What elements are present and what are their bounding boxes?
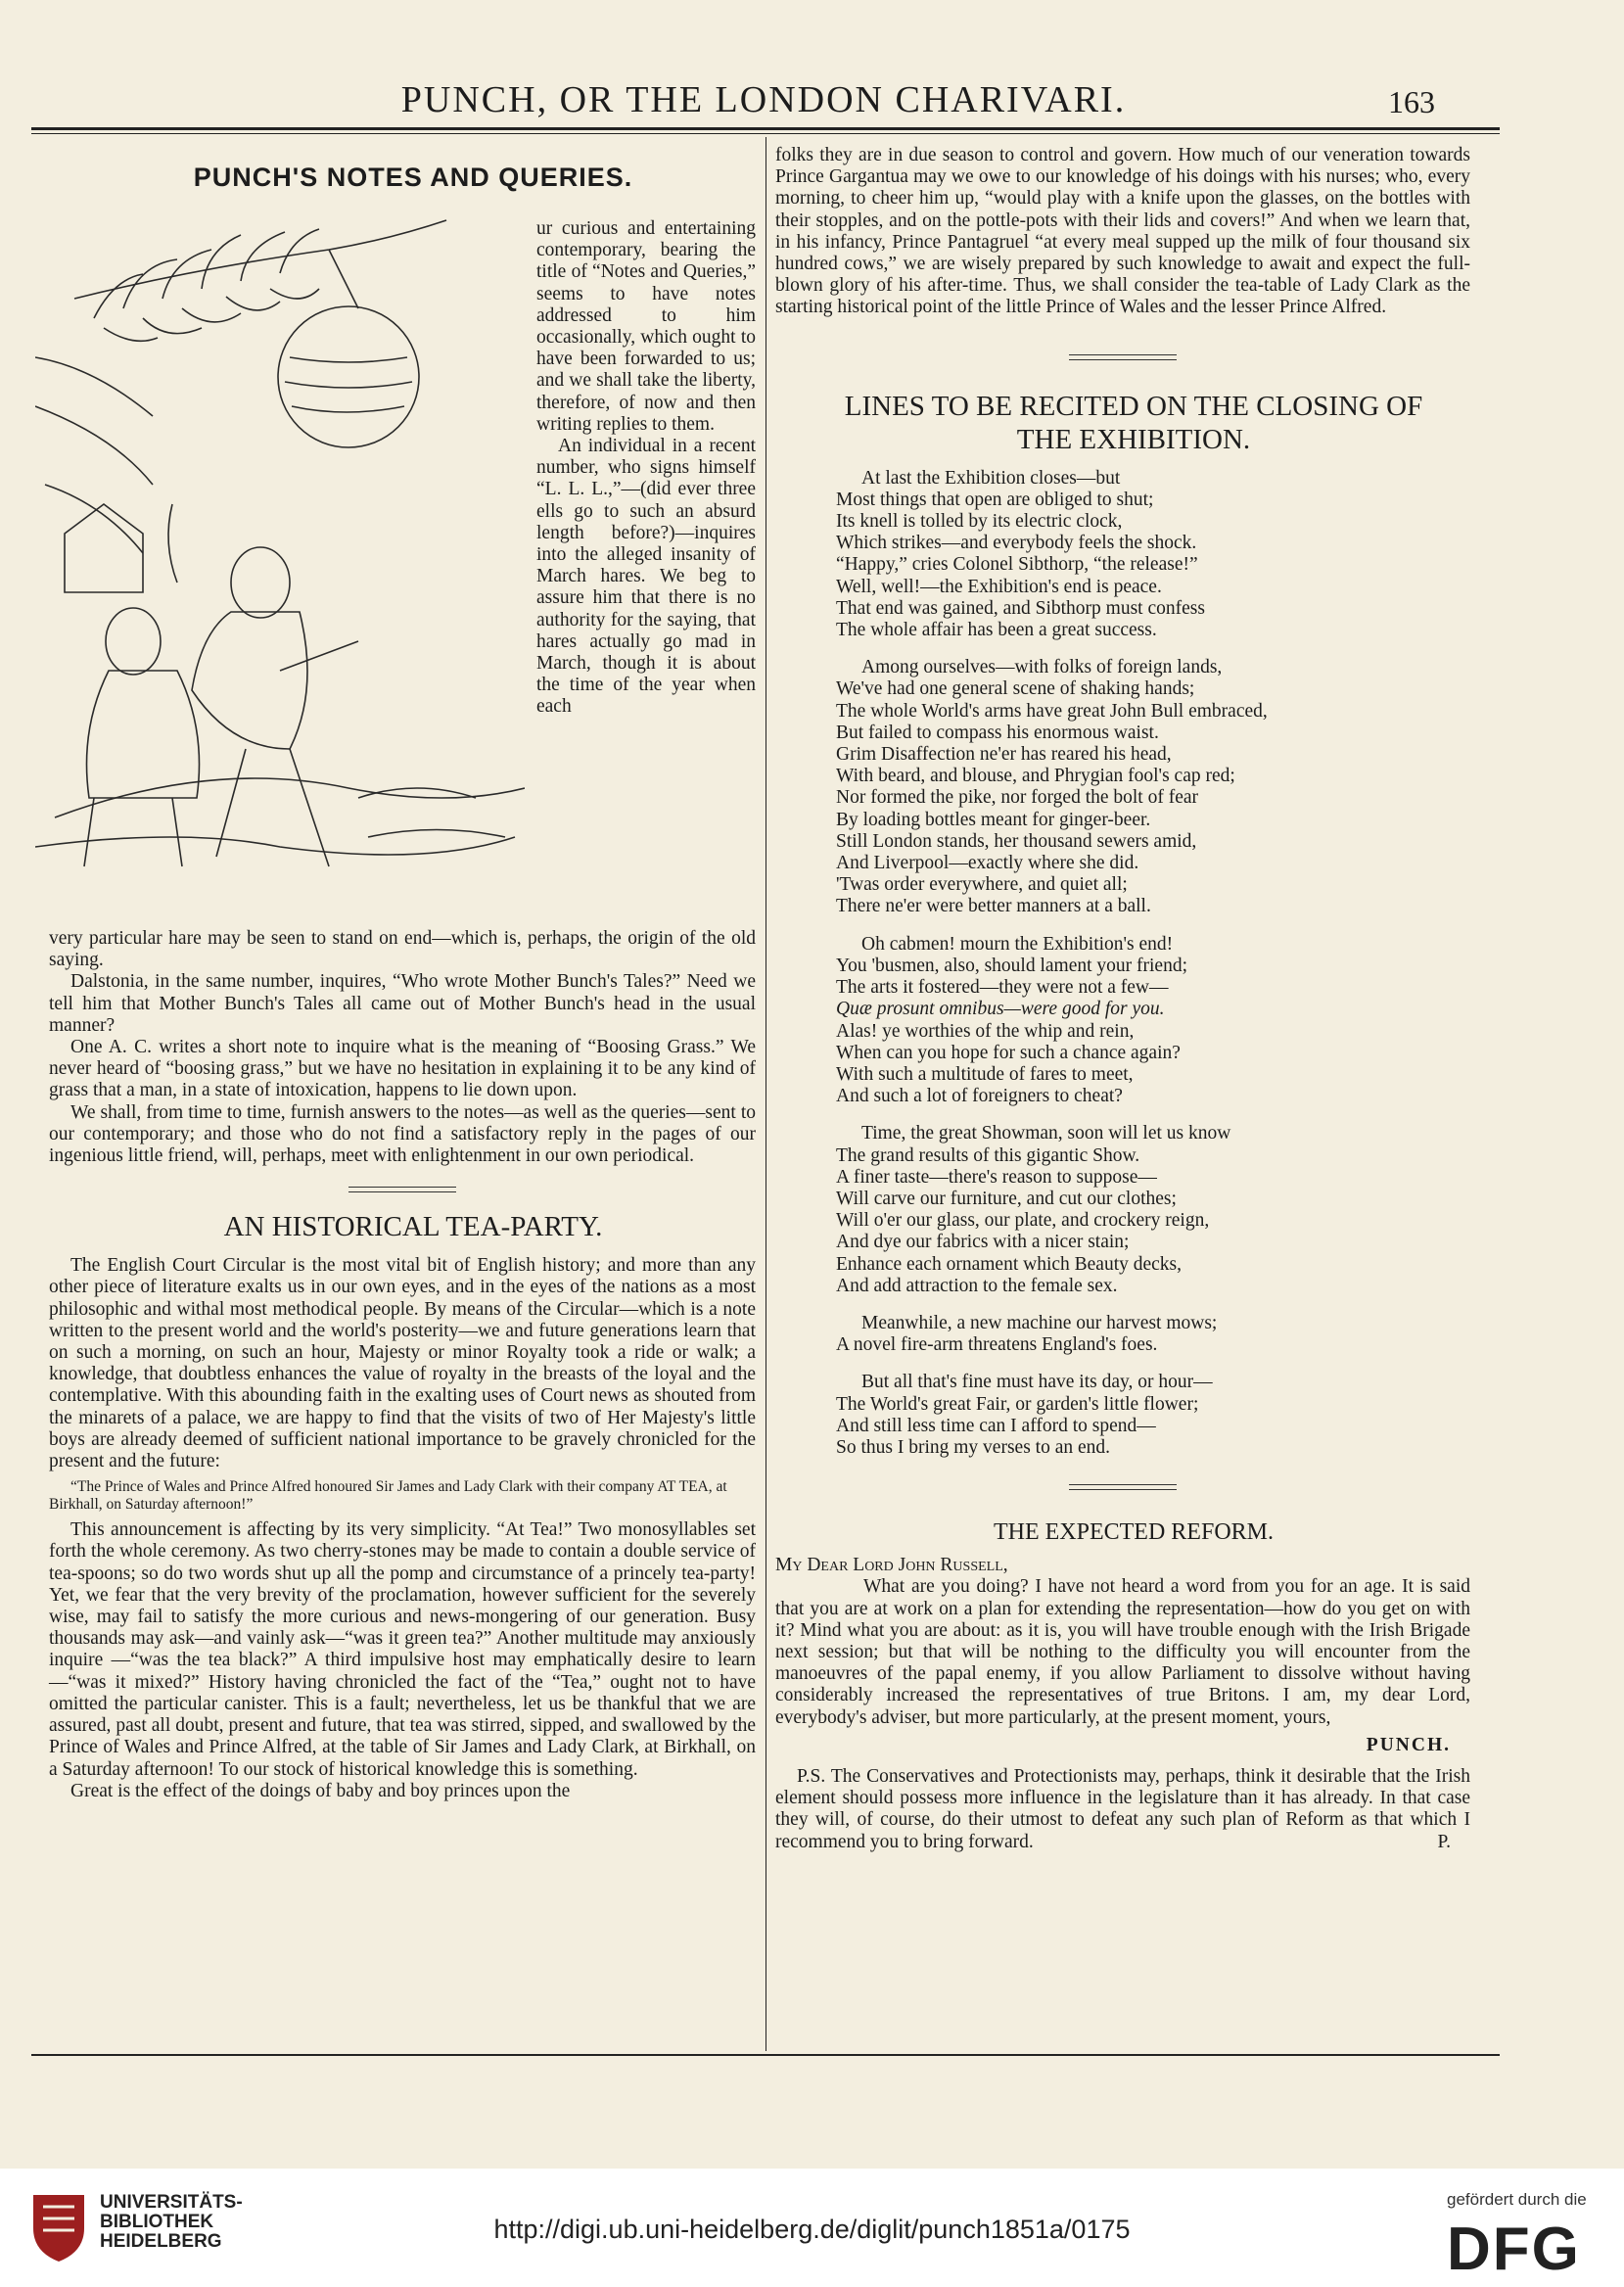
poem-line: And dye our fabrics with a nicer stain; <box>836 1232 1130 1253</box>
reform-ps-signature: P. <box>1437 1831 1451 1852</box>
engraving-illustration <box>35 210 525 915</box>
header-rule <box>31 127 1500 130</box>
poem-line: Grim Disaffection ne'er has reared his head, <box>836 744 1172 766</box>
poem-line: With beard, and blouse, and Phrygian fool's cap red; <box>836 766 1235 787</box>
poem-line: Time, the great Showman, soon will let us know <box>861 1123 1231 1144</box>
poem <box>775 468 1470 1460</box>
page-number: 163 <box>1388 84 1435 119</box>
poem-line: We've had one general scene of shaking hands; <box>836 678 1195 700</box>
lines-heading-2: THE EXHIBITION. <box>1016 423 1251 455</box>
poem-line: You 'busmen, also, should lament your friend; <box>836 955 1188 976</box>
poem-line: Which strikes—and everybody feels the shock. <box>836 533 1197 554</box>
notes-para-6: We shall, from time to time, furnish answers to the notes—as well as the queries—sent to our contemporary; and those who do not find a satisfactory reply in the pages of our ingenious little friend, will, perhaps, meet with enlightenment in our own periodical. <box>49 1101 756 1167</box>
header-rule-thin <box>31 133 1500 134</box>
lines-heading-1: LINES TO BE RECITED ON THE CLOSING OF <box>844 390 1423 422</box>
poem-line: Most things that open are obliged to shut; <box>836 489 1154 510</box>
poem-line: By loading bottles meant for ginger-beer. <box>836 809 1151 830</box>
poem-line: The arts it fostered—they were not a few— <box>836 977 1169 999</box>
poem-line: Oh cabmen! mourn the Exhibition's end! <box>861 933 1174 955</box>
poem-line: Quæ prosunt omnibus—were good for you. <box>836 999 1165 1020</box>
poem-line: The whole World's arms have great John Bull embraced, <box>836 700 1268 722</box>
reform-heading: THE EXPECTED REFORM. <box>993 1519 1274 1546</box>
reform-salutation: My Dear Lord John Russell, <box>775 1555 1008 1576</box>
poem-line: The World's great Fair, or garden's little flower; <box>836 1393 1199 1415</box>
poem-stanza <box>836 657 1470 917</box>
right-column <box>775 145 1470 1853</box>
notes-heading: PUNCH'S NOTES AND QUERIES. <box>193 163 633 192</box>
poem-line: Meanwhile, a new machine our harvest mows; <box>861 1312 1218 1333</box>
poem-line: And Liverpool—exactly where she did. <box>836 853 1139 874</box>
source-url-link[interactable]: http://digi.ub.uni-heidelberg.de/diglit/punch1851a/0175 <box>493 2215 1131 2244</box>
section-separator <box>1069 354 1177 360</box>
poem-line: Enhance each ornament which Beauty decks, <box>836 1253 1183 1275</box>
poem-line: But all that's fine must have its day, or hour— <box>861 1372 1213 1393</box>
teaparty-para-3: Great is the effect of the doings of baby and boy princes upon the <box>70 1780 571 1801</box>
poem-stanza <box>836 1313 1470 1356</box>
poem-line: A finer taste—there's reason to suppose— <box>836 1166 1157 1188</box>
teaparty-quote: “The Prince of Wales and Prince Alfred honoured Sir James and Lady Clark with their company AT TEA, at Birkhall, on Saturday afternoon!” <box>49 1478 727 1514</box>
poem-stanza <box>836 934 1470 1108</box>
reform-postscript: P.S. The Conservatives and Protectionists may, perhaps, think it desirable that the Irish element should possess more influence in the legislature than it has already. In that case they will, of course, do their utmost to defeat any such plan of Reform as that which I recommend you to bring forward. <box>775 1765 1470 1852</box>
poem-line: When can you hope for such a chance again? <box>836 1042 1181 1063</box>
reform-signature: PUNCH. <box>1366 1734 1451 1755</box>
teaparty-para-1: The English Court Circular is the most vital bit of English history; and more than any other piece of literature exalts us in our own eyes, and in the eyes of the nations as a most philosophic and withal most methodical people. By means of the Circular—which is a note written to the present world and the world's posterity—we and future generations learn that on such a morning, on such an hour, Majesty or minor Royalty took a ride or walk; a knowledge, that doubtless enhances the value of royalty in the breasts of the loyal and the contemplative. With this abounding faith in the exalting uses of Court news as shouted from the minarets of a palace, we are happy to find that the visits of two of Her Majesty's little boys are already deemed of sufficient national importance to be gravely chronicled for the present and the future: <box>49 1255 756 1472</box>
teaparty-para-2: This announcement is affecting by its very simplicity. “At Tea!” Two monosyllables set forth the whole ceremony. As two cherry-stones may be made to contain a double service of tea-spoons; so do two words shut up all the pomp and circumstance of a princely tea-party! Yet, we fear that the very brevity of the proclamation, however sufficient for the severely wise, may fail to satisfy the more curious and news-mongering of our generation. Busy thousands may ask—and vainly ask—“was it green tea?” Another multitude may anxiously inquire —“was the tea black?” A third impulsive host may emphatically desire to learn—“was it mixed?” History having chronicled the fact of the “Tea,” ought not to have omitted the particular canister. This is a fault; nevertheless, let us be thankful that we are assured, past all doubt, present and future, that tea was stirred, sipped, and swallowed by the Prince of Wales and Prince Alfred, at the table of Sir James and Lady Clark, at Birkhall, on a Saturday afternoon! To our stock of historical knowledge this is something. <box>49 1519 756 1780</box>
poem-stanza <box>836 1123 1470 1297</box>
poem-line: With such a multitude of fares to meet, <box>836 1063 1134 1085</box>
poem-stanza <box>836 468 1470 642</box>
notes-para-2: An individual in a recent number, who signs himself “L. L. L.,”—(did ever three ells go to such an absurd length before?)—inquires into the alleged insanity of March hares. We beg to assure him that there is no authority for the saying, that hares actually go mad in March, though it is about the time of the year when each <box>536 436 756 718</box>
funding-note: gefördert durch die <box>1447 2190 1587 2209</box>
section-separator <box>348 1187 456 1192</box>
running-head: PUNCH, OR THE LONDON CHARIVARI. <box>400 79 1127 120</box>
poem-line: A novel fire-arm threatens England's foes. <box>836 1334 1158 1356</box>
poem-line: And such a lot of foreigners to cheat? <box>836 1086 1123 1107</box>
teaparty-heading: AN HISTORICAL TEA-PARTY. <box>223 1211 603 1243</box>
notes-para-4: Dalstonia, in the same number, inquires, “Who wrote Mother Bunch's Tales?” Need we tell him that Mother Bunch's Tales all came out of Mother Bunch's head in the usual manner? <box>49 971 756 1036</box>
footer-rule <box>31 2054 1500 2056</box>
left-column <box>49 163 756 192</box>
library-name-line: HEIDELBERG <box>100 2231 222 2252</box>
reform-body: What are you doing? I have not heard a word from you for an age. It is said that you are at work on a plan for extending the representation—how do you get on with it? Mind what you are about: as it is, you will have trouble enough with the Irish Brigade next session; but that will be nothing to the difficulty you will encounter from the manoeuvres of the papal enemy, if you allow Parliament to dissolve without having considerably increased the representatives of true Britons. I am, my dear Lord, everybody's adviser, but more particularly, at the present moment, yours, <box>775 1576 1470 1728</box>
poem-line: So thus I bring my verses to an end. <box>836 1436 1111 1458</box>
poem-line: Alas! ye worthies of the whip and rein, <box>836 1020 1135 1042</box>
library-name-line: UNIVERSITÄTS- <box>100 2192 243 2213</box>
notes-para-1: ur curious and entertaining contemporary, bearing the title of “Notes and Queries,” seems to have notes addressed to him occasionally, which ought to have been forwarded to us; and we shall take the liberty, therefore, of now and then writing replies to them. <box>536 218 756 435</box>
poem-line: But failed to compass his enormous waist. <box>836 722 1159 743</box>
poem-line: That end was gained, and Sibthorp must confess <box>836 597 1205 619</box>
poem-line: Its knell is tolled by its electric clock, <box>836 511 1123 533</box>
poem-line: The grand results of this gigantic Show. <box>836 1144 1140 1166</box>
teaparty-para-4: folks they are in due season to control and govern. How much of our veneration towards Prince Gargantua may we owe to our knowledge of his doings with his nurses; who, every morning, to cheer him up, “would play with a knife upon the glasses, on the bottles with their stopples, and on the pottle-pots with their lids and covers!” And when we learn that, in his infancy, Prince Pantagruel “at every meal supped up the milk of four thousand six hundred cows,” we are wisely prepared by such knowledge to await and expect the full-blown glory of his after-time. Thus, we shall consider the tea-table of Lady Clark as the starting historical point of the little Prince of Wales and the lesser Prince Alfred. <box>775 145 1470 318</box>
poem-line: Still London stands, her thousand sewers amid, <box>836 830 1197 852</box>
poem-line: And still less time can I afford to spend— <box>836 1415 1156 1436</box>
notes-para-5: One A. C. writes a short note to inquire what is the meaning of “Boosing Grass.” We never heard of “boosing grass,” but we have no hesitation in explaining it to be any kind of grass that a man, in a state of intoxication, happens to lie down upon. <box>49 1037 756 1101</box>
notes-para-3: very particular hare may be seen to stand on end—which is, perhaps, the origin of the old saying. <box>49 928 756 971</box>
dfg-logo: DFG <box>1447 2216 1581 2283</box>
poem-line: Among ourselves—with folks of foreign lands, <box>861 657 1223 678</box>
poem-line: Will carve our furniture, and cut our clothes; <box>836 1188 1177 1209</box>
poem-line: There ne'er were better manners at a ball. <box>836 896 1151 917</box>
library-name-line: BIBLIOTHEK <box>100 2212 214 2232</box>
poem-line: Well, well!—the Exhibition's end is peace. <box>836 576 1162 597</box>
poem-line: The whole affair has been a great success. <box>836 620 1157 641</box>
poem-stanza <box>836 1372 1470 1459</box>
poem-line: And add attraction to the female sex. <box>836 1275 1118 1296</box>
poem-line: Will o'er our glass, our plate, and crockery reign, <box>836 1210 1210 1232</box>
notes-continued <box>49 928 756 1802</box>
poem-line: At last the Exhibition closes—but <box>861 467 1121 489</box>
poem-line: 'Twas order everywhere, and quiet all; <box>836 874 1128 896</box>
poem-line: Nor formed the pike, nor forged the bolt of fear <box>836 787 1199 809</box>
notes-beside-illustration <box>536 218 756 719</box>
poem-line: “Happy,” cries Colonel Sibthorp, “the release!” <box>836 554 1198 576</box>
section-separator <box>1069 1484 1177 1490</box>
